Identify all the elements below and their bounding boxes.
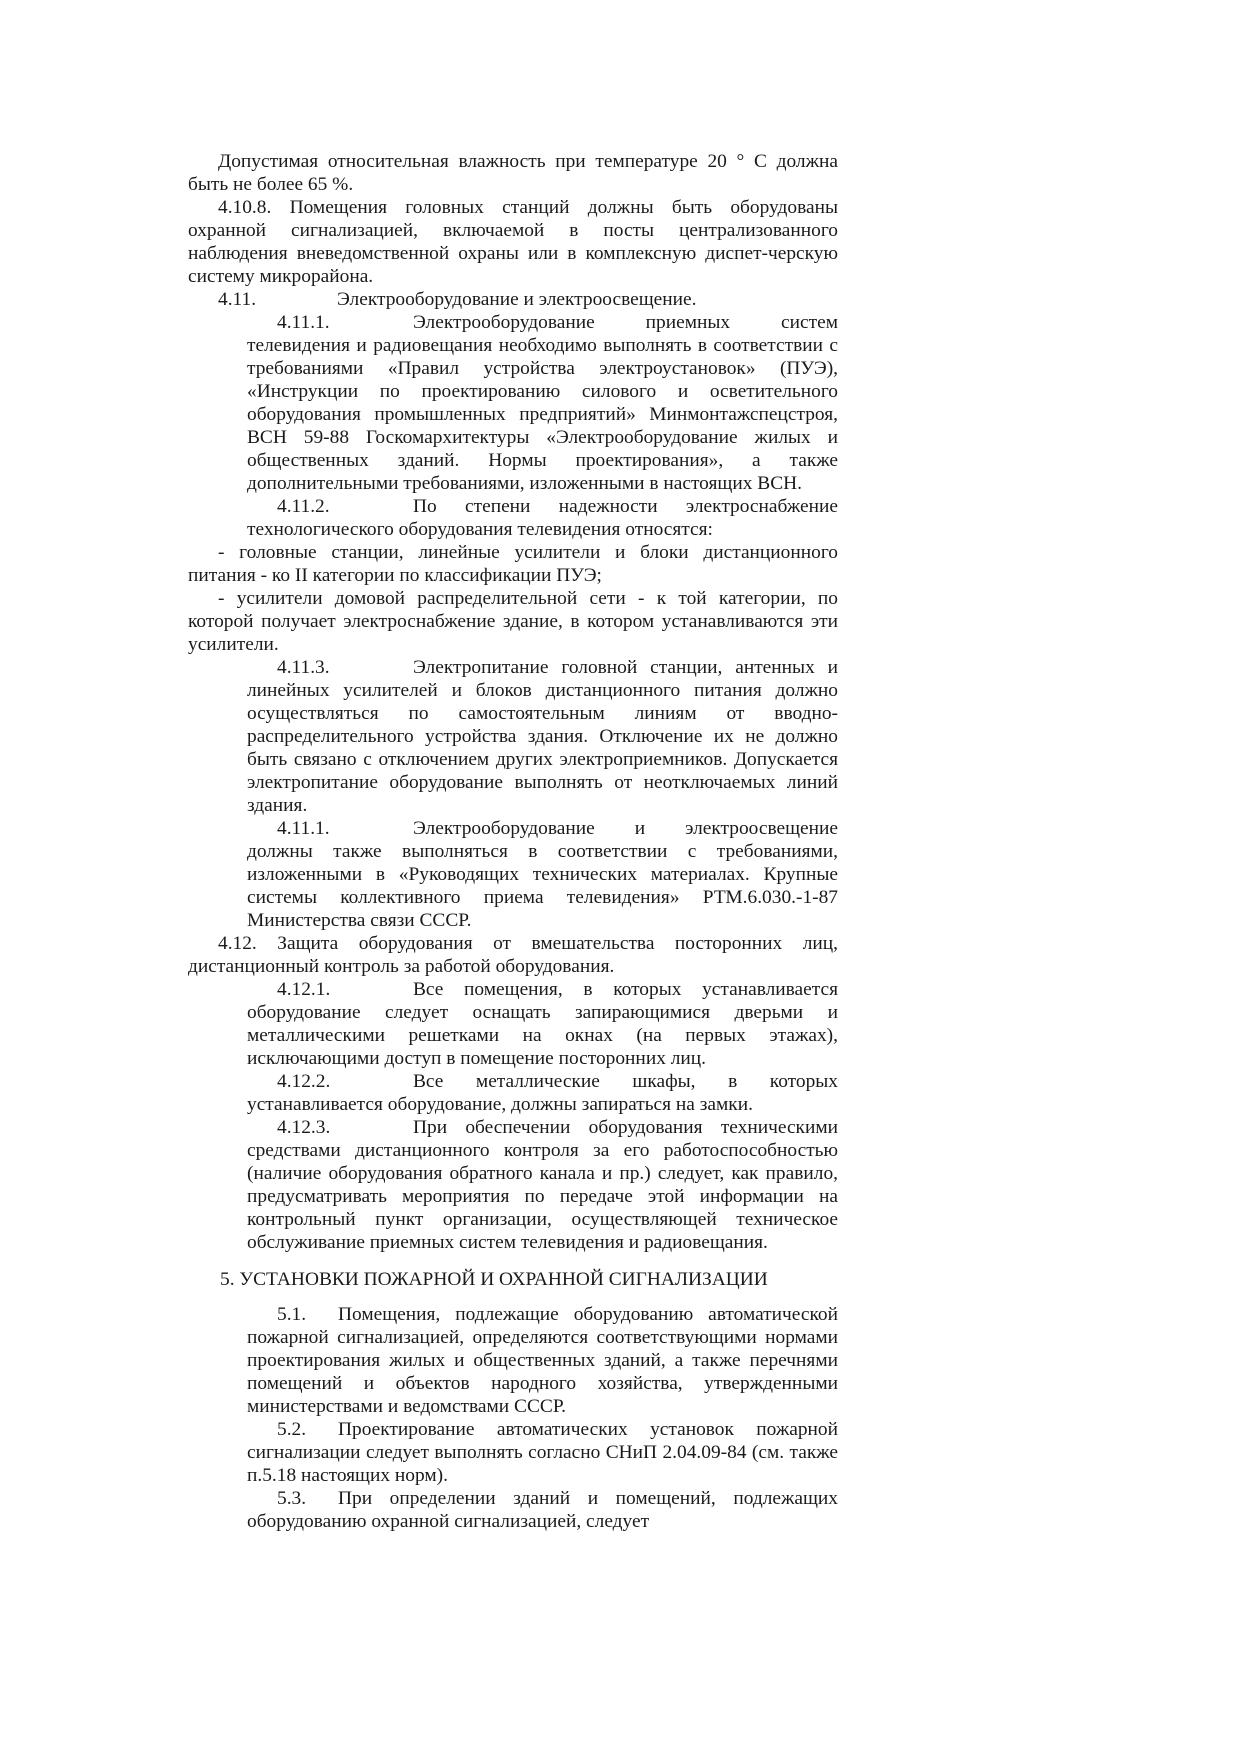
clause-number: 4.12.2. xyxy=(277,1071,331,1092)
clause-4-11-1-repeat xyxy=(247,817,838,932)
clause-text: Электропитание головной станции, антенных и линейных усилителей и блоков дистанционного питания должно осуществляться по самостоятельным линиям от вводно-распределительного устройства здания. Отключение их не должно быть связано с отключением других электроприемников. Допускается электропитание оборудование выполнять от неотключаемых линий здания. xyxy=(247,657,838,816)
clause-text: Все металлические шкафы, в которых устанавливается оборудование, должны запираться на замки. xyxy=(247,1071,838,1115)
clause-number: 4.11.1. xyxy=(277,312,330,333)
list-item-house-amplifiers: - усилители домовой распределительной сети - к той категории, по которой получает электроснабжение здание, в котором устанавливаются эти усилители. xyxy=(188,588,838,655)
clause-4-11-3 xyxy=(247,656,838,817)
clause-text: Электрооборудование приемных систем телевидения и радиовещания необходимо выполнять в соответствии с требованиями «Правил устройства электроустановок» (ПУЭ), «Инструкции по проектированию силового и осветительного оборудования промышленных предприятий» Минмонтажспецстроя, ВСН 59-88 Госкомархитектуры «Электрооборудование жилых и общественных зданий. Нормы проектирования», а также дополнительными требованиями, изложенными в настоящих ВСН. xyxy=(247,312,838,494)
clause-number: 5.1. xyxy=(277,1304,307,1325)
clause-4-11-1 xyxy=(247,311,838,495)
clause-number: 4.12.1. xyxy=(277,979,331,1000)
clause-4-11-2 xyxy=(247,495,838,541)
section-5-heading: 5. УСТАНОВКИ ПОЖАРНОЙ И ОХРАННОЙ СИГНАЛИЗАЦИИ xyxy=(220,1269,768,1290)
clause-5-3 xyxy=(247,1487,838,1533)
clause-number: 4.11.1. xyxy=(277,818,330,839)
clause-number: 5.2. xyxy=(277,1419,307,1440)
clause-4-12-3 xyxy=(247,1116,838,1254)
paragraph-4-10-8: 4.10.8. Помещения головных станций должны быть оборудованы охранной сигнализацией, включаемой в посты централизованного наблюдения вневедомственной охраны или в комплексную диспет-черскую систему микрорайона. xyxy=(188,197,838,287)
clause-text: Все помещения, в которых устанавливается оборудование следует оснащать запирающимися дверьми и металлическими решетками на окнах (на первых этажах), исключающими доступ в помещение посторонних лиц. xyxy=(247,979,838,1069)
list-item-head-stations: - головные станции, линейные усилители и блоки дистанционного питания - ко II категории по классификации ПУЭ; xyxy=(188,542,838,586)
clause-number: 4.12.3. xyxy=(277,1117,331,1138)
clause-text: При определении зданий и помещений, подлежащих оборудованию охранной сигнализацией, следует xyxy=(247,1488,838,1532)
paragraph-humidity: Допустимая относительная влажность при температуре 20 ° С должна быть не более 65 %. xyxy=(188,151,838,195)
section-number: 4.11. xyxy=(218,289,257,310)
clause-text: Помещения, подлежащие оборудованию автоматической пожарной сигнализацией, определяются соответствующими нормами проектирования жилых и общественных зданий, а также перечнями помещений и объектов народного хозяйства, утвержденными министерствами и ведомствами СССР. xyxy=(247,1304,838,1417)
clause-text: Проектирование автоматических установок пожарной сигнализации следует выполнять согласно СНиП 2.04.09-84 (см. также п.5.18 настоящих норм). xyxy=(247,1419,838,1486)
clause-text: Электрооборудование и электроосвещение должны также выполняться в соответствии с требованиями, изложенными в «Руководящих технических материалах. Крупные системы коллективного приема телевидения» РТМ.6.030.-1-87 Министерства связи СССР. xyxy=(247,818,838,931)
clause-5-2 xyxy=(247,1418,838,1487)
clause-number: 4.11.2. xyxy=(277,496,330,517)
section-4-11-heading xyxy=(218,288,838,311)
section-title: Электрооборудование и электроосвещение. xyxy=(337,289,697,310)
clause-4-12-2 xyxy=(247,1070,838,1116)
clause-number: 5.3. xyxy=(277,1488,307,1509)
paragraph-4-12: 4.12. Защита оборудования от вмешательства посторонних лиц, дистанционный контроль за работой оборудования. xyxy=(188,933,838,977)
clause-4-12-1 xyxy=(247,978,838,1070)
clause-number: 4.11.3. xyxy=(277,657,330,678)
clause-text: При обеспечении оборудования техническими средствами дистанционного контроля за его работоспособностью (наличие оборудования обратного канала и пр.) следует, как правило, предусматривать мероприятия по передаче этой информации на контрольный пункт организации, осуществляющей техническое обслуживание приемных систем телевидения и радиовещания. xyxy=(247,1117,838,1253)
clause-5-1 xyxy=(247,1303,838,1418)
document-page xyxy=(188,150,838,1533)
clause-text: По степени надежности электроснабжение технологического оборудования телевидения относятся: xyxy=(247,496,838,540)
